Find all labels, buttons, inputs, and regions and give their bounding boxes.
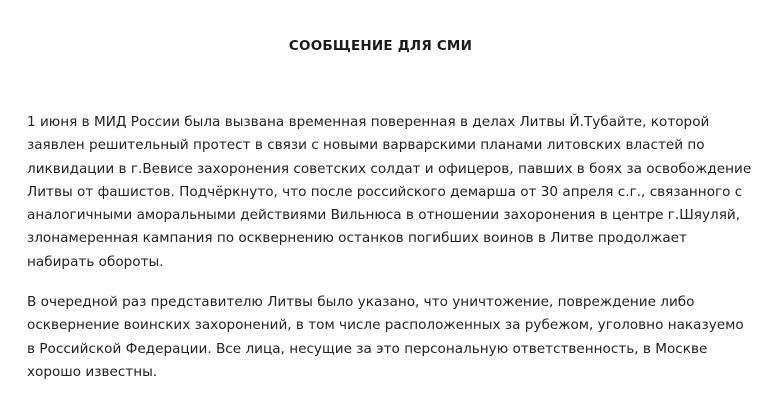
text-line: набирать обороты. — [27, 253, 164, 270]
text-line: злонамеренная кампания по осквернению останков погибших воинов в Литве продолжает — [27, 230, 687, 247]
text-line: заявлен решительный протест в связи с новыми варварскими планами литовских властей по — [27, 137, 705, 154]
page-title: СООБЩЕНИЕ ДЛЯ СМИ — [288, 38, 473, 54]
text-line: В очередной раз представителю Литвы было указано, что уничтожение, повреждение либо — [27, 294, 695, 311]
paragraph-1 — [27, 111, 752, 274]
text-line: Литвы от фашистов. Подчёркнуто, что после российского демарша от 30 апреля с.г., связанного с — [27, 183, 743, 200]
text-line: в Российской Федерации. Все лица, несущие за это персональную ответственность, в Москве — [27, 340, 708, 357]
text-line: аналогичными аморальными действиями Вильнюса в отношении захоронения в центре г.Шяуляй, — [27, 207, 741, 224]
text-line: хорошо известны. — [27, 363, 158, 380]
text-line: осквернение воинских захоронений, в том числе расположенных за рубежом, уголовно наказуемо — [27, 317, 744, 334]
text-line: ликвидации в г.Вевисе захоронения советских солдат и офицеров, павших в боях за освобождение — [27, 160, 752, 177]
article-body — [27, 111, 752, 401]
text-line: 1 июня в МИД России была вызвана временная поверенная в делах Литвы Й.Тубайте, которой — [27, 114, 710, 130]
paragraph-2 — [27, 291, 744, 384]
